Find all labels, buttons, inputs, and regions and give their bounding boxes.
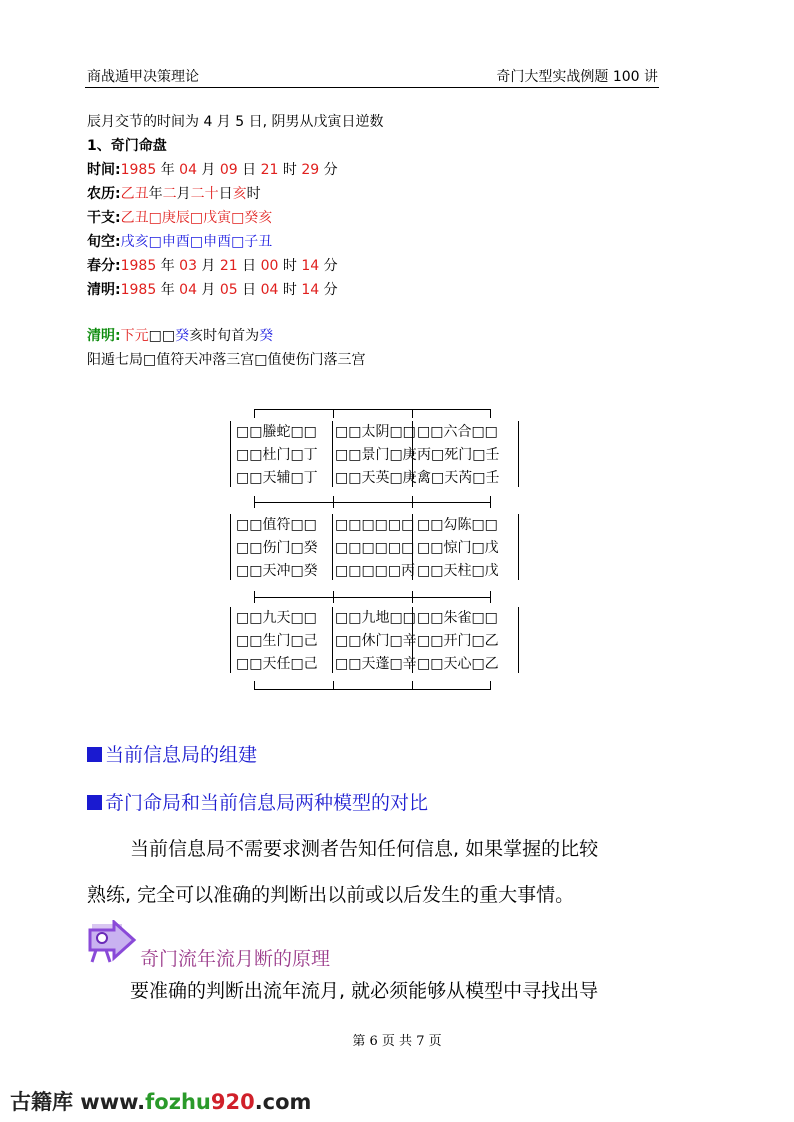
grid-cell-line: □□景门□庚: [335, 447, 417, 463]
grid-tick: [412, 496, 413, 508]
paragraph-line: 当前信息局不需要求测者告知任何信息, 如果掌握的比较: [130, 838, 599, 860]
text-segment: 分: [319, 258, 338, 274]
grid-border: [332, 421, 333, 487]
text-segment: 春分:: [87, 258, 121, 274]
grid-separator: [254, 689, 490, 690]
grid-border: [230, 514, 231, 580]
grid-tick: [333, 496, 334, 508]
info-line: [87, 351, 365, 369]
grid-cell: [335, 607, 417, 676]
paragraph-line: 要准确的判断出流年流月, 就必须能够从模型中寻找出导: [130, 980, 599, 1002]
grid-border: [332, 607, 333, 673]
grid-cell-line: □□六合□□: [417, 424, 498, 440]
text-segment: 时间:: [87, 162, 121, 178]
text-segment: 时: [246, 186, 261, 202]
text-segment: 04: [179, 282, 197, 298]
text-segment: 旬空:: [87, 234, 121, 250]
text-segment: 1985: [120, 258, 157, 274]
grid-cell-line: □□九天□□: [236, 610, 317, 626]
text-segment: 日: [218, 186, 233, 202]
text-segment: 阳遁七局□值符天冲落三宫□值使伤门落三宫: [87, 352, 366, 368]
grid-cell-line: 禽□天芮□壬: [417, 470, 500, 486]
section-heading: [87, 788, 428, 815]
grid-cell-line: □□天辅□丁: [236, 470, 318, 486]
grid-border: [518, 421, 519, 487]
text-segment: 二十: [190, 186, 219, 202]
text-segment: 年: [156, 258, 180, 274]
text-segment: 亥时旬首为: [189, 328, 260, 344]
text-segment: 清明:: [87, 328, 121, 344]
text-segment: 09: [219, 162, 238, 178]
grid-tick: [490, 681, 491, 690]
watermark-green: fozhu: [145, 1090, 211, 1114]
grid-tick: [254, 681, 255, 690]
text-segment: □□: [148, 328, 176, 344]
square-bullet-icon: [87, 795, 102, 810]
text-segment: 日: [237, 162, 261, 178]
grid-tick: [412, 681, 413, 690]
grid-cell-line: □□□□□□: [335, 517, 415, 533]
page-footer: 第 6 页 共 7 页: [352, 1034, 442, 1049]
info-line: [87, 257, 338, 275]
text-segment: 下元: [120, 328, 149, 344]
text-segment: 1、奇门命盘: [87, 138, 167, 154]
grid-cell-line: □□朱雀□□: [417, 610, 498, 626]
grid-border: [332, 514, 333, 580]
text-segment: 时: [278, 258, 302, 274]
info-line: [87, 185, 261, 203]
info-line: [87, 137, 167, 155]
text-segment: 1985: [120, 282, 157, 298]
text-segment: 癸: [175, 328, 190, 344]
text-segment: 乙丑□庚辰□戊寅□癸亥: [120, 210, 273, 226]
grid-cell-line: □□值符□□: [236, 517, 317, 533]
square-bullet-icon: [87, 747, 102, 762]
text-segment: 14: [301, 258, 320, 274]
grid-cell: [417, 607, 499, 676]
header-right-title: 奇门大型实战例题 100 讲: [496, 69, 658, 85]
grid-cell-line: □□勾陈□□: [417, 517, 498, 533]
grid-cell-line: □□螣蛇□□: [236, 424, 317, 440]
text-segment: 亥: [232, 186, 247, 202]
text-segment: 农历:: [87, 186, 121, 202]
text-segment: 月: [196, 162, 220, 178]
text-segment: 干支:: [87, 210, 121, 226]
grid-cell-line: □□开门□乙: [417, 633, 499, 649]
grid-tick: [254, 591, 255, 603]
grid-tick: [490, 409, 491, 418]
watermark-suffix: .com: [254, 1090, 312, 1114]
watermark-prefix: 古籍库 www.: [10, 1090, 146, 1114]
text-segment: 时: [278, 282, 302, 298]
grid-cell: [335, 514, 415, 583]
paragraph-line: 熟练, 完全可以准确的判断出以前或以后发生的重大事情。: [87, 884, 575, 906]
text-segment: 月: [196, 282, 220, 298]
grid-tick: [333, 409, 334, 418]
info-line: [87, 113, 384, 131]
text-segment: 21: [260, 162, 279, 178]
text-segment: 00: [260, 258, 279, 274]
text-segment: 月: [196, 258, 220, 274]
grid-border: [518, 514, 519, 580]
text-segment: 时: [278, 162, 302, 178]
grid-cell: [417, 421, 499, 490]
text-segment: 乙丑: [120, 186, 149, 202]
grid-cell: [236, 607, 318, 676]
grid-cell-line: □□伤门□癸: [236, 540, 318, 556]
grid-tick: [490, 591, 491, 603]
grid-cell: [236, 421, 318, 490]
grid-separator: [254, 409, 490, 410]
grid-cell-line: □□杜门□丁: [236, 447, 318, 463]
grid-cell-line: □□天蓬□辛: [335, 656, 417, 672]
info-line: [87, 233, 272, 251]
section-heading: [87, 740, 257, 767]
text-segment: 分: [319, 162, 338, 178]
grid-cell-line: □□天冲□癸: [236, 563, 318, 579]
grid-cell-line: □□休门□辛: [335, 633, 417, 649]
text-segment: 04: [260, 282, 279, 298]
grid-tick: [333, 681, 334, 690]
info-line: [87, 327, 273, 345]
text-segment: 癸: [259, 328, 274, 344]
grid-separator: [254, 502, 490, 503]
heading-text: 当前信息局的组建: [105, 744, 258, 766]
text-segment: 日: [237, 282, 261, 298]
grid-tick: [254, 409, 255, 418]
grid-cell: [335, 421, 417, 490]
text-segment: 二: [162, 186, 177, 202]
grid-cell-line: □□□□□丙: [335, 563, 416, 579]
text-segment: 清明:: [87, 282, 121, 298]
text-segment: 分: [319, 282, 338, 298]
text-segment: 戌亥□申酉□申酉□子丑: [120, 234, 273, 250]
text-segment: 辰月交节的时间为 4 月 5 日, 阴男从戊寅日逆数: [87, 114, 384, 130]
text-segment: 年: [156, 282, 180, 298]
grid-cell-line: □□天英□庚: [335, 470, 417, 486]
heading-text: 奇门命局和当前信息局两种模型的对比: [105, 792, 429, 814]
qimen-grid: [228, 405, 520, 690]
text-segment: 14: [301, 282, 320, 298]
grid-cell-line: □□生门□己: [236, 633, 318, 649]
pointing-hand-arrow-icon: [86, 920, 138, 966]
text-segment: 1985: [120, 162, 157, 178]
grid-cell-line: □□惊门□戊: [417, 540, 499, 556]
text-segment: 年: [148, 186, 163, 202]
grid-border: [230, 421, 231, 487]
subheading: 奇门流年流月断的原理: [140, 948, 331, 970]
grid-cell-line: □□天任□己: [236, 656, 318, 672]
text-segment: 日: [237, 258, 261, 274]
grid-cell: [417, 514, 499, 583]
text-segment: 月: [176, 186, 191, 202]
grid-border: [230, 607, 231, 673]
grid-cell-line: 丙□死门□壬: [417, 447, 500, 463]
text-segment: 年: [156, 162, 180, 178]
grid-cell-line: □□天柱□戊: [417, 563, 499, 579]
grid-cell-line: □□太阴□□: [335, 424, 416, 440]
grid-tick: [254, 496, 255, 508]
info-line: [87, 281, 338, 299]
header-left-title: 商战遁甲决策理论: [87, 69, 199, 85]
watermark-red: 920: [210, 1090, 255, 1114]
watermark: [10, 1086, 311, 1116]
text-segment: 21: [219, 258, 238, 274]
grid-tick: [412, 591, 413, 603]
grid-tick: [412, 409, 413, 418]
text-segment: 03: [179, 258, 197, 274]
grid-cell-line: □□九地□□: [335, 610, 416, 626]
text-segment: 29: [301, 162, 320, 178]
header-divider: [85, 87, 659, 88]
text-segment: 05: [219, 282, 238, 298]
grid-separator: [254, 597, 490, 598]
info-line: [87, 161, 338, 179]
grid-cell: [236, 514, 318, 583]
grid-cell-line: □□□□□□: [335, 540, 415, 556]
text-segment: 04: [179, 162, 197, 178]
grid-border: [518, 607, 519, 673]
grid-cell-line: □□天心□乙: [417, 656, 499, 672]
grid-tick: [490, 496, 491, 508]
grid-tick: [333, 591, 334, 603]
info-line: [87, 209, 272, 227]
